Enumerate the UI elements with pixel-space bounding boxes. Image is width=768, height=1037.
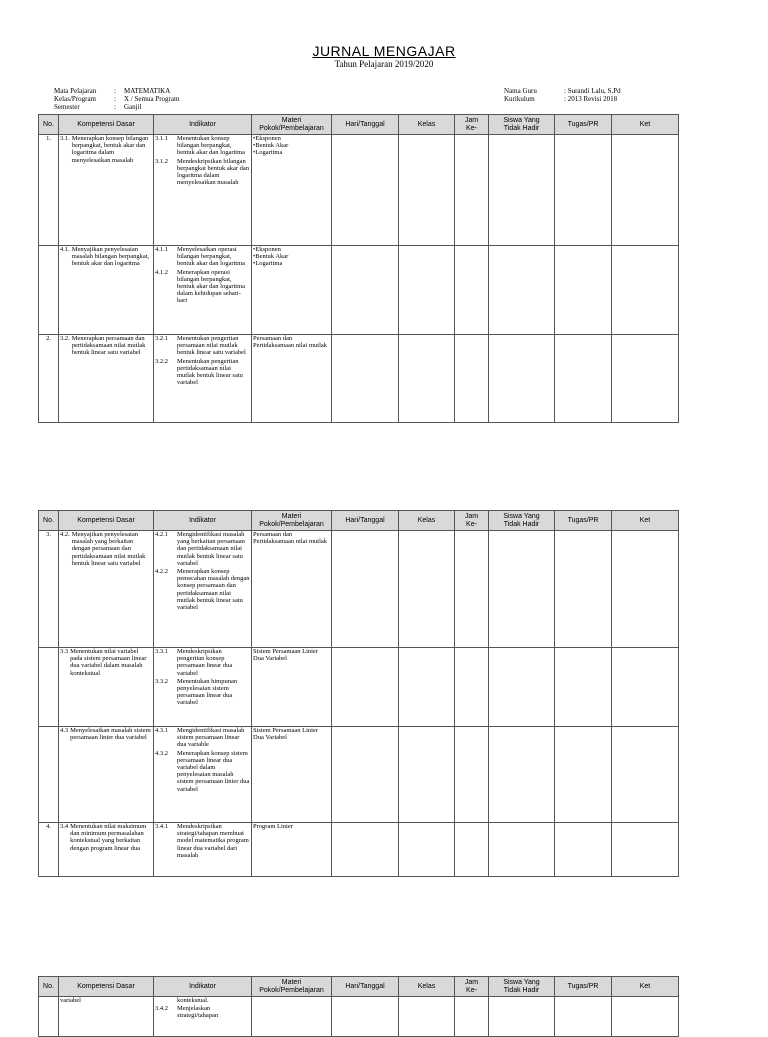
header-row [39,977,679,997]
cell-hari-tanggal [332,335,399,423]
indikator-number: 3.1.2 [155,157,168,165]
cell-materi [252,648,332,727]
indikator-item [155,678,250,707]
cell-kelas [399,531,455,648]
cell-siswa [489,335,555,423]
cell-ket [612,997,679,1037]
cell-materi [252,135,332,246]
indikator-number: 3.4.1 [155,823,168,830]
indikator-text: Menyelesaikan operasi bilangan berpangkat, bentuk akar dan logaritma [177,246,246,268]
cell-ket [612,246,679,335]
indikator-text: Menentukan pengertian pertidaksamaan nilai mutlak bentuk linear satu variabel [177,357,243,387]
kd-text: Menyelesaikan masalah sistem persamaan linier dua variabel [70,727,151,742]
indikator-number: 3.3.2 [155,677,168,685]
cell-tugas [555,727,612,823]
header-indikator [154,977,252,997]
cell-indikator [154,246,252,335]
meta-value: X / Semua Program [124,95,180,103]
cell-hari-tanggal [332,246,399,335]
kd-text: Menerapkan konsep bilangan berpangkat, bentuk akar dan logaritma dalam menyelesaikan masalah [71,135,149,164]
cell-kompetensi-dasar [59,823,154,877]
cell-no [39,997,59,1037]
header-materi-text: Pokok/Pembelajaran [259,986,324,994]
table-row [39,727,679,823]
cell-ket [612,135,679,246]
materi-list [253,135,330,157]
header-indikator [154,511,252,531]
indikator-text: Menerapkan konsep pemecahan masalah dengan konsep persamaan dan pertidaksamaan nilai mutlak bentuk linear satu variabel [177,568,250,612]
header-tugas-text: Tugas/PR [567,120,599,128]
cell-siswa [489,997,555,1037]
header-kompetensi-dasar [59,977,154,997]
header-siswa-text: Tidak Hadir [503,124,540,132]
header-tugas [555,115,612,135]
indikator-item [155,568,250,611]
header-hari-tanggal [332,115,399,135]
header-no [39,977,59,997]
header-indikator [154,115,252,135]
cell-no: 3. [39,531,59,648]
meta-colon: : [114,103,116,111]
cell-indikator [154,531,252,648]
meta-colon: : [114,95,116,103]
kd-entry [60,335,152,357]
header-jam-text: Ke- [466,520,477,528]
header-materi-text: Materi [281,116,302,124]
cell-no: 1. [39,135,59,246]
cell-no [39,727,59,823]
cell-jam [455,531,489,648]
kd-entry [60,997,152,1004]
cell-kompetensi-dasar [59,246,154,335]
header-hari-tanggal-text: Hari/Tanggal [345,982,385,990]
kd-text: Menerapkan persamaan dan pertidaksamaan nilai mutlak bentuk linear satu variabel [71,335,146,357]
header-tugas-text: Tugas/PR [567,516,599,524]
cell-no: 2. [39,335,59,423]
indikator-text: Menerapkan operasi bilangan berpangkat, bentuk akar dan logaritma dalam kehidupan sehari-hari [177,268,246,305]
header-materi-text: Materi [281,978,302,986]
kd-entry [60,246,152,268]
indikator-text: Mendeskripsikan bilangan berpangkat bentuk akar dan logaritma dalam menyelesaikan masalah [177,157,250,187]
header-siswa [489,511,555,531]
kd-number: 3.1. [60,135,70,142]
header-materi [252,511,332,531]
indikator-item [155,1005,250,1019]
cell-jam [455,727,489,823]
kd-entry [60,823,152,852]
header-jam-text: Ke- [466,986,477,994]
cell-kelas [399,135,455,246]
cell-kompetensi-dasar [59,135,154,246]
cell-materi [252,823,332,877]
cell-hari-tanggal [332,727,399,823]
indikator-text: Mendeskripsikan strategi/tahapan membuat model matematika program linear dua variabel dari masalah [177,823,249,859]
meta-label: Kurikulum [504,95,535,103]
kd-entry [60,648,152,677]
materi-item: • Eksponen [253,246,330,253]
header-no-text: No. [43,120,54,128]
kd-text: Menentukan nilai variabel pada sistem persamaan linear dua variabel dalam masalah kontekstual [70,648,147,677]
cell-jam [455,823,489,877]
header-kelas-text: Kelas [417,516,436,524]
indikator-number: 3.2.2 [155,357,168,365]
kd-text: Menyajikan penyelesaian masalah yang berkaitan dengan persamaan dan pertidaksamaan nilai mutlak bentuk linear satu variabel [71,531,146,567]
header-kompetensi-dasar [59,511,154,531]
meta-label: Semester [54,103,80,111]
kd-number: 3.3 [60,648,69,655]
header-jam-text: Jam [464,116,479,124]
header-indikator-text: Indikator [189,516,216,524]
header-jam-text: Ke- [466,124,477,132]
cell-ket [612,531,679,648]
cell-jam [455,335,489,423]
header-ket [612,115,679,135]
cell-jam [455,135,489,246]
indikator-number: 4.2.1 [155,531,168,538]
cell-hari-tanggal [332,997,399,1037]
indikator-text: Mengidentifikasi masalah sistem persamaan linear dua variable [177,727,245,749]
materi-text: Persamaan dan Pertidaksamaan nilai mutlak [253,335,328,350]
journal-table-2 [38,510,679,877]
header-ket-text: Ket [639,982,651,990]
header-ket-text: Ket [639,120,651,128]
indikator-item [155,158,250,187]
cell-jam [455,246,489,335]
indikator-item [155,823,250,859]
cell-indikator [154,997,252,1037]
cell-ket [612,335,679,423]
header-jam-text: Jam [464,978,479,986]
indikator-number: 4.2.2 [155,568,168,576]
meta-row [54,95,179,103]
header-hari-tanggal-text: Hari/Tanggal [345,120,385,128]
cell-kompetensi-dasar [59,648,154,727]
indikator-number: 3.3.1 [155,648,168,655]
header-kompetensi-dasar-text: Kompetensi Dasar [77,120,135,128]
indikator-item [155,727,250,749]
indikator-item [155,648,250,677]
materi-text: Program Linier [253,823,293,830]
table-row [39,135,679,246]
meta-row [54,87,179,95]
cell-kelas [399,335,455,423]
cell-indikator [154,823,252,877]
cell-hari-tanggal [332,135,399,246]
table-row [39,997,679,1037]
header-siswa-text: Tidak Hadir [503,520,540,528]
meta-label: Kelas/Program [54,95,96,103]
cell-kompetensi-dasar [59,997,154,1037]
header-jam [455,511,489,531]
header-hari-tanggal-text: Hari/Tanggal [345,516,385,524]
table-row [39,335,679,423]
materi-item: • Eksponen [253,135,330,142]
cell-no [39,648,59,727]
cell-tugas [555,648,612,727]
cell-tugas [555,823,612,877]
cell-ket [612,727,679,823]
header-ket [612,511,679,531]
indikator-text: Menerapkan konsep sistem persamaan linear dua variabel dalam penyelesaian masalah sistem persamaan linier dua variabel [177,749,250,793]
journal-table-3 [38,976,679,1037]
indikator-item [155,531,250,567]
cell-no: 4. [39,823,59,877]
meta-right [504,87,621,103]
kd-number: 4.1. [60,246,70,253]
page-subtitle: Tahun Pelajaran 2019/2020 [334,59,434,69]
cell-hari-tanggal [332,648,399,727]
header-kelas [399,511,455,531]
cell-materi [252,246,332,335]
header-no-text: No. [43,516,54,524]
meta-value: MATEMATIKA [124,87,171,95]
header-jam [455,977,489,997]
meta-value: Ganjil [124,103,142,111]
cell-tugas [555,135,612,246]
header-indikator-text: Indikator [189,982,216,990]
cell-kelas [399,648,455,727]
meta-row [504,87,621,95]
meta-value: : 2013 Revisi 2018 [564,95,618,103]
cell-materi [252,997,332,1037]
header-tugas-text: Tugas/PR [567,982,599,990]
cell-siswa [489,246,555,335]
page-title: JURNAL MENGAJAR [312,43,456,59]
cell-indikator [154,135,252,246]
indikator-text: Mendeskripsikan pengertian konsep persamaan linear dua variabel [177,648,233,677]
journal-table-1 [38,114,679,423]
header-hari-tanggal [332,511,399,531]
meta-colon: : [114,87,116,95]
cell-hari-tanggal [332,823,399,877]
header-row [39,511,679,531]
cell-siswa [489,531,555,648]
indikator-number: 4.3.2 [155,749,168,757]
meta-row [504,95,621,103]
header-siswa-text: Siswa Yang [503,512,540,520]
cell-siswa [489,135,555,246]
header-no-text: No. [43,982,54,990]
indikator-item [155,750,250,793]
kd-entry [60,135,152,164]
materi-text: Persamaan dan Pertidaksamaan nilai mutlak [253,531,328,546]
header-tugas [555,511,612,531]
materi-text: Sistem Persamaan Linier Dua Variabel [253,727,318,742]
table-row [39,823,679,877]
indikator-number [155,997,177,1004]
table-row [39,246,679,335]
header-materi-text: Pokok/Pembelajaran [259,520,324,528]
cell-tugas [555,335,612,423]
header-materi [252,115,332,135]
indikator-number: 4.1.2 [155,268,168,276]
meta-label: Nama Guru [504,87,537,95]
indikator-number: 4.3.1 [155,727,168,734]
header-siswa [489,977,555,997]
cell-jam [455,648,489,727]
indikator-item [155,135,250,157]
header-indikator-text: Indikator [189,120,216,128]
header-kompetensi-dasar [59,115,154,135]
materi-text: Sistem Persamaan Linier Dua Variabel [253,648,318,663]
cell-hari-tanggal [332,531,399,648]
header-hari-tanggal [332,977,399,997]
cell-kompetensi-dasar [59,727,154,823]
cell-materi [252,335,332,423]
kd-entry [60,531,152,567]
header-materi-text: Materi [281,512,302,520]
header-siswa-text: Siswa Yang [503,978,540,986]
kd-entry [60,727,152,741]
cell-no [39,246,59,335]
header-kompetensi-dasar-text: Kompetensi Dasar [77,982,135,990]
indikator-text: Menentukan pengertian persamaan nilai mutlak bentuk linear satu variabel [177,335,246,357]
cell-ket [612,648,679,727]
indikator-number: 3.1.1 [155,135,168,142]
header-kelas [399,115,455,135]
kd-number: 3.2. [60,335,70,342]
kd-number: 3.4 [60,823,69,830]
indikator-text: Menjelaskan strategi/tahapan [177,1005,219,1020]
kd-text: Menentukan nilai maksimum dan minimum permasalahan kontekstual yang berkaitan dengan program linear dua [70,823,147,852]
table-row [39,648,679,727]
header-materi [252,977,332,997]
cell-jam [455,997,489,1037]
table-row [39,531,679,648]
header-tugas [555,977,612,997]
cell-materi [252,531,332,648]
indikator-item [155,335,250,357]
materi-item: • Bentuk Akar [253,253,330,260]
header-kelas-text: Kelas [417,982,436,990]
kd-text: variabel [60,997,81,1004]
meta-row [54,103,179,111]
cell-kelas [399,997,455,1037]
header-siswa-text: Siswa Yang [503,116,540,124]
materi-item: • Logaritma [253,149,330,156]
header-siswa [489,115,555,135]
cell-ket [612,823,679,877]
indikator-item [155,246,250,268]
indikator-item [155,358,250,387]
cell-kelas [399,823,455,877]
indikator-text: Menentukan konsep bilangan berpangkat, bentuk akar dan logaritma [177,135,246,157]
meta-value: : Surandi Lalu, S.Pd [564,87,621,95]
indikator-item [155,269,250,305]
cell-indikator [154,727,252,823]
header-ket [612,977,679,997]
cell-siswa [489,648,555,727]
meta-label: Mata Pelajaran [54,87,97,95]
header-no [39,511,59,531]
header-kelas [399,977,455,997]
indikator-number: 4.1.1 [155,246,168,253]
cell-tugas [555,531,612,648]
kd-number: 4.2. [60,531,70,538]
header-kompetensi-dasar-text: Kompetensi Dasar [77,516,135,524]
indikator-item [155,997,250,1004]
indikator-number: 3.2.1 [155,335,168,342]
materi-item: • Logaritma [253,260,330,267]
indikator-text: kontekstual. [177,997,209,1004]
indikator-number: 3.4.2 [155,1005,168,1013]
cell-tugas [555,997,612,1037]
header-ket-text: Ket [639,516,651,524]
meta-left [54,87,179,111]
header-row [39,115,679,135]
materi-item: • Bentuk Akar [253,142,330,149]
indikator-text: Menentukan himpunan penyelesaian sistem persamaan linear dua variabel [177,677,238,707]
materi-list [253,246,330,268]
cell-kelas [399,246,455,335]
cell-tugas [555,246,612,335]
header-no [39,115,59,135]
cell-materi [252,727,332,823]
header-kelas-text: Kelas [417,120,436,128]
indikator-text: Mengidentifikasi masalah yang berkaitan persamaan dan pertidaksamaan nilai mutlak bentuk linear satu variabel [177,531,245,567]
cell-siswa [489,727,555,823]
header-materi-text: Pokok/Pembelajaran [259,124,324,132]
cell-kompetensi-dasar [59,335,154,423]
header-siswa-text: Tidak Hadir [503,986,540,994]
cell-indikator [154,648,252,727]
cell-kompetensi-dasar [59,531,154,648]
cell-siswa [489,823,555,877]
header-jam [455,115,489,135]
cell-indikator [154,335,252,423]
header-jam-text: Jam [464,512,479,520]
kd-text: Menyajikan penyelesaian masalah bilangan berpangkat, bentuk akar dan logaritma [71,246,150,268]
kd-number: 4.3 [60,727,69,734]
cell-kelas [399,727,455,823]
